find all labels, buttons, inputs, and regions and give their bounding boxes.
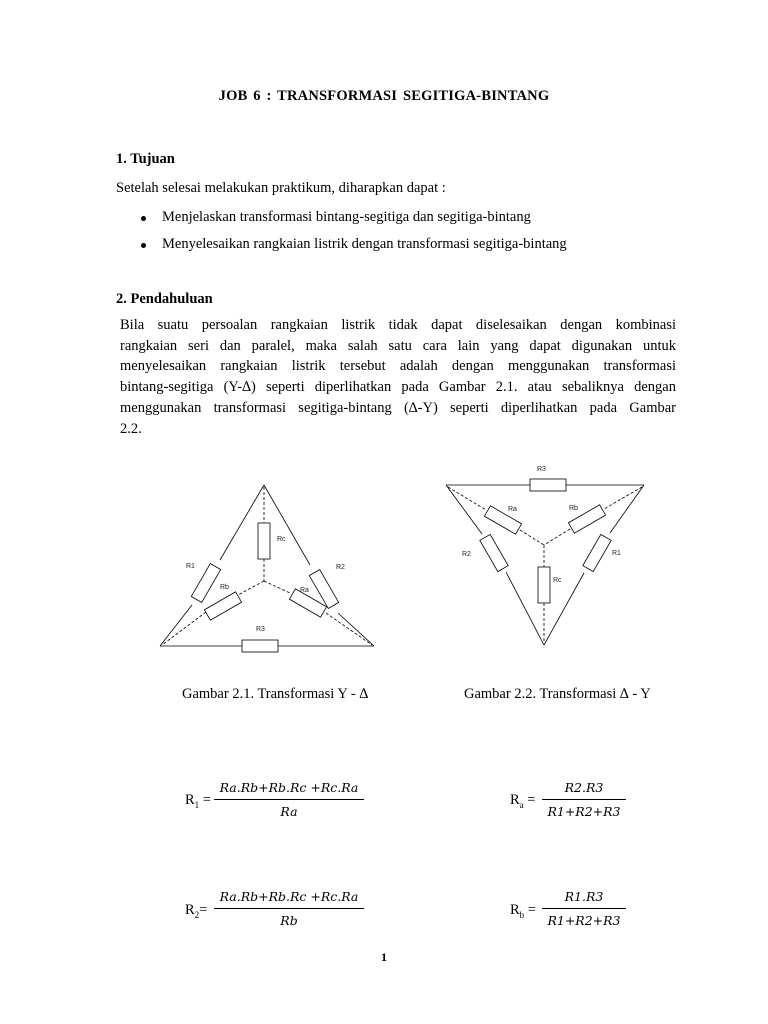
- paragraph-line: 2.2.: [120, 420, 142, 437]
- label-r2: R2: [462, 551, 471, 558]
- equation-lhs-subscript: 2: [194, 909, 200, 920]
- bullet-icon: [141, 243, 146, 248]
- resistor-r1: [191, 564, 220, 603]
- delta-side-right-lower: [338, 613, 374, 646]
- wye-branch-left-inner: [238, 581, 264, 595]
- label-rb: Rb: [220, 584, 229, 591]
- numerator: Ra.Rb+Rb.Rc +Rc.Ra: [219, 889, 359, 904]
- equation-r1-label: $R_1$ =: [185, 792, 211, 810]
- label-rc: Rc: [277, 536, 286, 543]
- figure1-caption: Gambar 2.1. Transformasi Y - ∆: [182, 686, 369, 702]
- pendahuluan-paragraph: [120, 315, 676, 439]
- bullet-icon: [141, 216, 146, 221]
- delta-side-right-upper: [610, 485, 644, 533]
- equation-rb-label: $R_b$ =: [510, 902, 536, 920]
- delta-side-left-upper: [446, 485, 482, 534]
- equation-lhs: R: [510, 792, 520, 808]
- label-rb: Rb: [569, 505, 578, 512]
- numerator: R1.R3: [564, 889, 604, 904]
- resistor-rb: [204, 592, 241, 620]
- equation-r1-fraction: [214, 780, 364, 819]
- equation-lhs-subscript: 1: [194, 799, 200, 810]
- wye-branch-left-outer: [162, 612, 206, 645]
- paragraph-line: menyelesaikan rangkaian listrik tersebut adalah dengan menggunakan transformasi: [120, 358, 676, 375]
- resistor-r3: [530, 479, 566, 491]
- figure2-caption: Gambar 2.2. Transformasi ∆ - Y: [464, 686, 651, 702]
- page-number: 1: [381, 950, 387, 964]
- denominator: R1+R2+R3: [542, 908, 626, 928]
- equation-lhs: R: [185, 792, 195, 808]
- label-ra: Ra: [300, 587, 309, 594]
- section-heading-pendahuluan: 2. Pendahuluan: [116, 291, 213, 307]
- denominator: Rb: [214, 908, 364, 928]
- delta-side-left-lower: [160, 605, 192, 646]
- wye-branch-left-outer: [448, 487, 486, 510]
- wye-branch-right-outer: [326, 613, 372, 645]
- wye-branch-right-inner: [544, 529, 570, 545]
- resistor-r2: [480, 534, 508, 571]
- tujuan-intro: Setelah selesai melakukan praktikum, diharapkan dapat :: [116, 180, 446, 196]
- equation-lhs: R: [510, 902, 520, 918]
- delta-side-left-upper: [220, 485, 264, 560]
- resistor-r1: [583, 534, 611, 571]
- label-r1: R1: [612, 550, 621, 557]
- figure-wye-delta-diagram: [150, 475, 382, 655]
- label-r3: R3: [537, 466, 546, 473]
- equation-lhs-subscript: a: [519, 799, 524, 810]
- label-ra: Ra: [508, 506, 517, 513]
- figure-delta-wye-diagram: [438, 455, 653, 650]
- resistor-rc: [538, 567, 550, 603]
- denominator: R1+R2+R3: [542, 799, 626, 819]
- resistor-rc: [258, 523, 270, 559]
- paragraph-line: bintang-segitiga (Y-∆) seperti diperlihatkan pada Gambar 2.1. atau sebaliknya dengan: [120, 379, 676, 396]
- delta-side-right-upper: [264, 485, 310, 565]
- page-title: JOB 6 : TRANSFORMASI SEGITIGA-BINTANG: [218, 88, 550, 104]
- numerator: Ra.Rb+Rb.Rc +Rc.Ra: [219, 780, 359, 795]
- paragraph-line: rangkaian seri dan paralel, maka salah satu cara lain yang dapat digunakan untuk: [120, 337, 676, 354]
- list-item: [162, 209, 531, 226]
- label-r3: R3: [256, 626, 265, 633]
- denominator: Ra: [214, 799, 364, 819]
- paragraph-line: menggunakan transformasi segitiga-bintang (∆-Y) seperti diperlihatkan pada Gambar: [120, 399, 676, 416]
- equation-ra-fraction: [542, 780, 626, 819]
- resistor-r3: [242, 640, 278, 652]
- label-rc: Rc: [553, 577, 562, 584]
- numerator: R2.R3: [564, 780, 604, 795]
- wye-branch-right-outer: [604, 487, 642, 509]
- equation-lhs: R: [185, 902, 195, 918]
- section-heading-tujuan: 1. Tujuan: [116, 151, 175, 167]
- wye-branch-left-inner: [520, 530, 544, 545]
- paragraph-line: Bila suatu persoalan rangkaian listrik tidak dapat diselesaikan dengan kombinasi: [120, 317, 676, 333]
- label-r2: R2: [336, 564, 345, 571]
- equation-r2-fraction: [214, 889, 364, 928]
- label-r1: R1: [186, 563, 195, 570]
- equation-r2-label: $R_2=$: [185, 902, 208, 920]
- list-item: [162, 236, 567, 253]
- bullet-text: Menyelesaikan rangkaian listrik dengan transformasi segitiga-bintang: [162, 236, 567, 252]
- bullet-text: Menjelaskan transformasi bintang-segitiga dan segitiga-bintang: [162, 209, 531, 225]
- equation-rb-fraction: [542, 889, 626, 928]
- equation-lhs-subscript: b: [519, 909, 525, 920]
- equation-ra-label: $R_a$ =: [510, 792, 536, 810]
- wye-branch-right-inner: [264, 581, 290, 593]
